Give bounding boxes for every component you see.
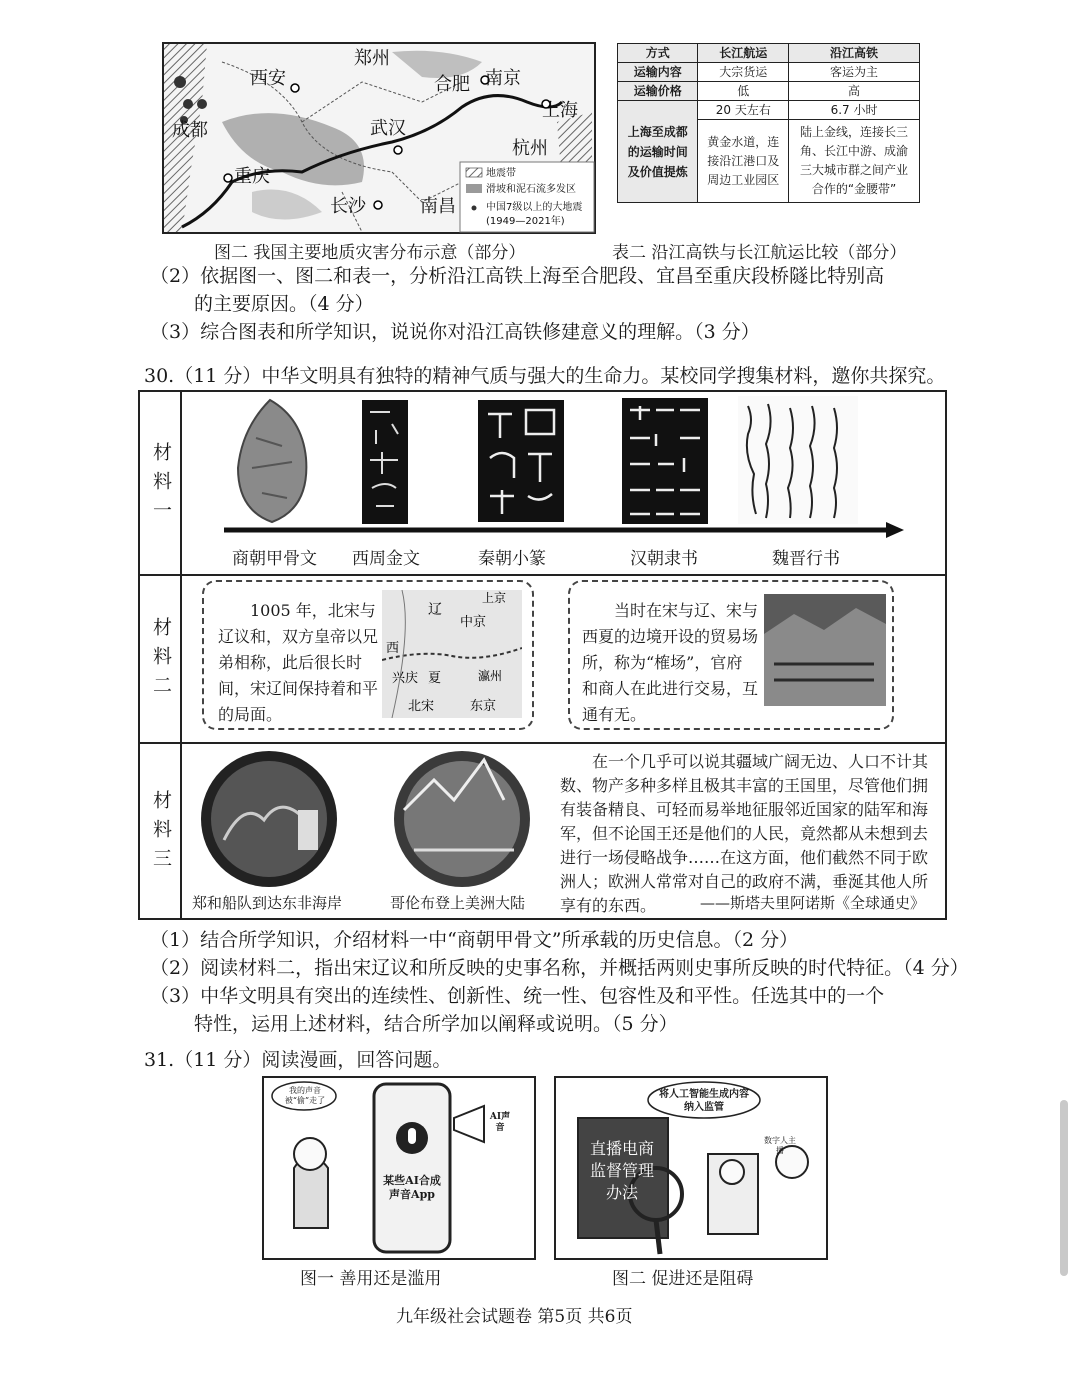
bronze-script-image	[362, 400, 408, 524]
cartoon-2-book-label: 直播电商监督管理办法	[590, 1139, 655, 1202]
columbus-caption: 哥伦布登上美洲大陆	[390, 894, 526, 912]
market-text: 当时在宋与辽、宋与西夏的边境开设的贸易场所，称为“榷场”，官府和商人在此进行交易，互通有无。	[582, 601, 759, 724]
cartoon-1-caption: 图一 善用还是滥用	[300, 1269, 442, 1289]
cartoon-2-caption: 图二 促进还是阻碍	[612, 1269, 754, 1289]
q30-stem: 30.（11 分）中华文明具有独特的精神气质与强大的生命力。某校同学搜集材料，邀你共探究。	[144, 365, 946, 387]
comparison-table-wrap	[617, 43, 920, 203]
table-header: 长江航运	[698, 44, 789, 63]
q29-sub2-line1: （2）依据图一、图二和表一，分析沿江高铁上海至合肥段、宜昌至重庆段桥隧比特别高	[150, 265, 885, 287]
materials-box	[138, 390, 947, 920]
city-label: 武汉	[370, 118, 406, 139]
q30-sub3-line1: （3）中华文明具有突出的连续性、创新性、统一性、包容性及和平性。任选其中的一个	[150, 985, 885, 1007]
map-legend	[460, 162, 594, 232]
map-place: 北宋	[408, 699, 435, 714]
treaty-text: 1005 年，北宋与辽议和，双方皇帝以兄弟相称，此后很长时间，宋辽间保持着和平的局面。	[218, 601, 379, 724]
map-place: 上京	[482, 591, 507, 605]
map-place: 夏	[428, 671, 442, 686]
timeline-arrow	[224, 520, 904, 540]
q30-sub1: （1）结合所学知识，介绍材料一中“商朝甲骨文”所承载的历史信息。（2 分）	[150, 929, 799, 951]
table-cell: 大宗货运	[698, 63, 789, 82]
table-cell: 低	[698, 82, 789, 101]
cartoon-1	[262, 1076, 536, 1260]
city-label: 长沙	[330, 196, 366, 217]
cartoon-1-app-label: 某些AI合成声音App	[383, 1174, 441, 1201]
market-painting	[764, 594, 886, 706]
zheng-he-image	[194, 750, 344, 888]
quote-source: ——斯塔夫里阿诺斯《全球通史》	[700, 894, 926, 912]
quake-point	[174, 76, 186, 88]
material3-label: 材料三	[150, 790, 172, 877]
table-cell: 20 天左右	[698, 101, 789, 120]
clerical-script-image	[622, 398, 708, 524]
city-label: 重庆	[234, 166, 270, 187]
table-cell: 黄金水道，连接沿江港口及周边工业园区	[698, 120, 789, 203]
table-header: 方式	[618, 44, 698, 63]
table-row-label: 运输内容	[618, 63, 698, 82]
table-cell: 陆上金线，连接长三角、长江中游、成渝三大城市群之间产业合作的“金腰带”	[789, 120, 920, 203]
q29-sub2-line2: 的主要原因。（4 分）	[194, 293, 374, 315]
global-history-quote: 在一个几乎可以说其疆域广阔无边、人口不计其数、物产多种多样且极其丰富的王国里，尽管他们拥有装备精良、可轻而易举地征服邻近国家的陆军和海军，但不论国王还是他们的人民，竟然都从未想到去进行一场侵略战争……在这方面，他们截然不同于欧洲人；欧洲人常常对自己的政府不满，垂涎其他人所享有的东西。	[560, 752, 929, 915]
script-caption: 商朝甲骨文	[232, 549, 317, 569]
table-caption: 表二 沿江高铁与长江航运比较（部分）	[612, 243, 907, 263]
table-cell: 客运为主	[789, 63, 920, 82]
city-label: 成都	[172, 120, 208, 141]
city-label: 南京	[485, 68, 521, 89]
q29-sub3: （3）综合图表和所学知识，说说你对沿江高铁修建意义的理解。（3 分）	[150, 321, 760, 343]
q30-sub2: （2）阅读材料二，指出宋辽议和所反映的史事名称，并概括两则史事所反映的时代特征。（4 分）	[150, 957, 969, 979]
q30-sub3-line2: 特性，运用上述材料，结合所学加以阐释或说明。（5 分）	[194, 1013, 678, 1035]
oracle-bone-image	[232, 398, 312, 524]
material2-right-card	[568, 580, 894, 730]
running-script-image	[738, 396, 858, 524]
comparison-table	[617, 43, 920, 203]
scrollbar-thumb[interactable]	[1060, 1100, 1068, 1276]
table-row-label: 运输价格	[618, 82, 698, 101]
script-caption: 西周金文	[352, 549, 420, 569]
material2-label: 材料二	[150, 617, 172, 704]
seal-script-image	[478, 400, 564, 522]
song-liao-map	[382, 590, 522, 718]
map-place: 中京	[460, 615, 487, 630]
material1-label: 材料一	[150, 442, 172, 529]
geologic-hazard-map	[162, 42, 596, 234]
table-row-label: 上海至成都的运输时间及价值提炼	[618, 101, 698, 203]
material2-left-card	[202, 580, 534, 730]
map-place: 西	[386, 641, 400, 656]
quake-point	[197, 99, 207, 109]
city-label: 杭州	[512, 138, 548, 159]
map-place: 东京	[470, 699, 497, 714]
city-label: 上海	[542, 100, 578, 121]
city-label: 郑州	[354, 48, 390, 69]
table-cell: 高	[789, 82, 920, 101]
q31-stem: 31.（11 分）阅读漫画，回答问题。	[144, 1049, 452, 1071]
city-label: 南昌	[420, 196, 456, 217]
legend-quake-points: 中国7级以上的大地震	[486, 202, 583, 213]
city-label: 西安	[250, 68, 286, 89]
script-caption: 汉朝隶书	[630, 549, 698, 569]
map-place: 兴庆	[392, 671, 419, 686]
cartoon-2-speech: 将人工智能生成内容纳入监管	[659, 1089, 749, 1113]
table-header: 沿江高铁	[789, 44, 920, 63]
map-place: 瀛州	[478, 669, 503, 683]
cartoon-1-speech: 我的声音被“偷”走了	[284, 1086, 326, 1105]
page-footer: 九年级社会试题卷 第5页 共6页	[396, 1307, 633, 1327]
city-label: 合肥	[434, 74, 470, 95]
legend-landslide: 滑坡和泥石流多发区	[486, 184, 576, 195]
legend-quake-belt: 地震带	[486, 168, 516, 179]
script-caption: 魏晋行书	[772, 549, 840, 569]
cartoon-1-megaphone-label: AI声音	[489, 1112, 511, 1133]
columbus-image	[384, 750, 540, 888]
cartoon-2	[554, 1076, 828, 1260]
map-place: 辽	[428, 602, 442, 618]
table-cell: 6.7 小时	[789, 101, 920, 120]
legend-quake-years: (1949—2021年)	[486, 216, 565, 227]
script-caption: 秦朝小篆	[478, 549, 546, 569]
cartoon-2-tag: 数字人主播	[764, 1136, 796, 1155]
map-caption: 图二 我国主要地质灾害分布示意（部分）	[214, 243, 526, 263]
zheng-he-caption: 郑和船队到达东非海岸	[192, 894, 343, 912]
quake-point	[183, 99, 193, 109]
